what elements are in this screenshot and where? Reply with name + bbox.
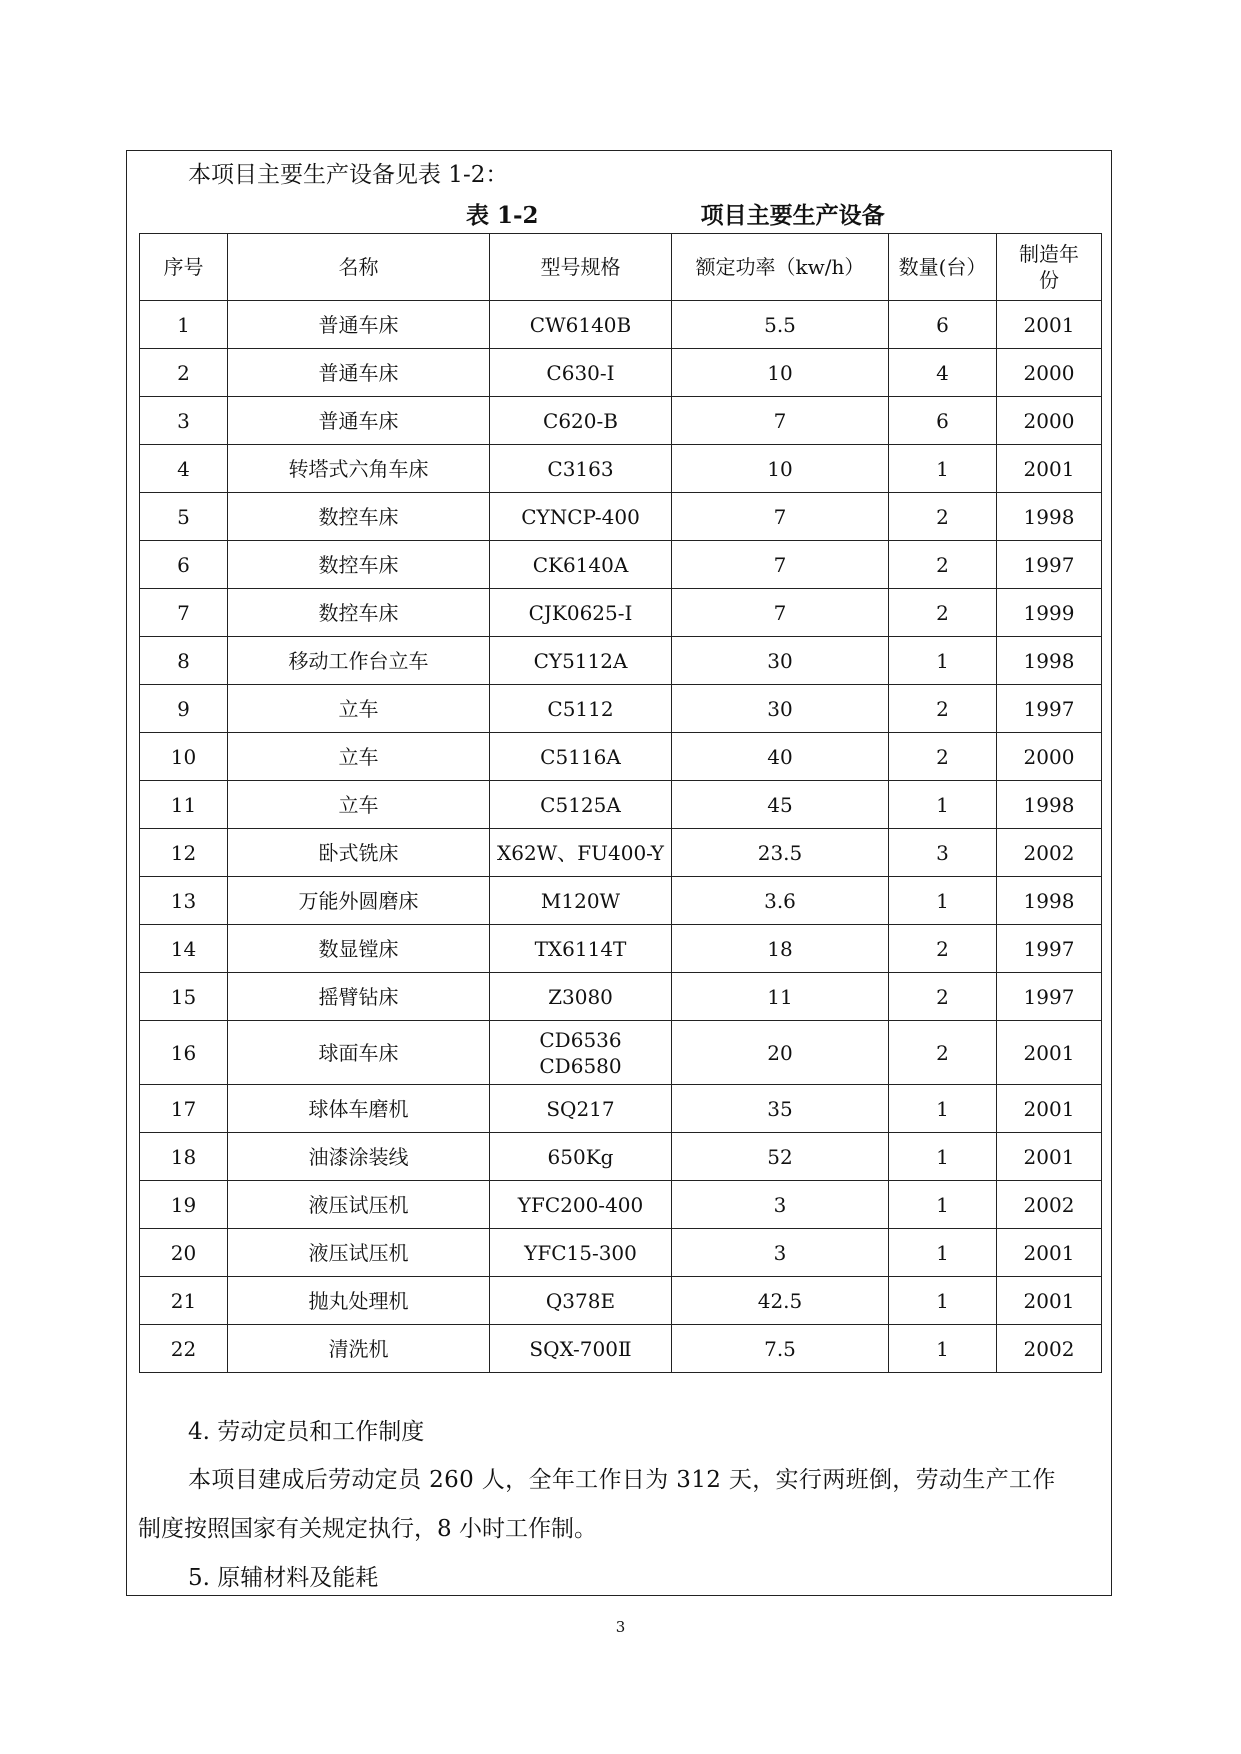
cell-qty: 3 xyxy=(889,829,997,877)
cell-qty: 2 xyxy=(889,541,997,589)
table-row xyxy=(140,637,1102,685)
cell-year: 2000 xyxy=(997,397,1102,445)
cell-power: 30 xyxy=(672,685,889,733)
table-row xyxy=(140,781,1102,829)
cell-model: C620-B xyxy=(490,397,672,445)
cell-year: 2001 xyxy=(997,1229,1102,1277)
cell-seq: 20 xyxy=(140,1229,228,1277)
cell-seq: 9 xyxy=(140,685,228,733)
table-row xyxy=(140,1181,1102,1229)
table-row xyxy=(140,1085,1102,1133)
cell-name: 立车 xyxy=(228,781,490,829)
cell-year: 1998 xyxy=(997,637,1102,685)
cell-seq: 19 xyxy=(140,1181,228,1229)
header-power: 额定功率（kw/h） xyxy=(672,234,889,301)
table-row xyxy=(140,829,1102,877)
cell-name: 液压试压机 xyxy=(228,1229,490,1277)
cell-seq: 7 xyxy=(140,589,228,637)
table-row xyxy=(140,541,1102,589)
table-row xyxy=(140,397,1102,445)
header-seq: 序号 xyxy=(140,234,228,301)
cell-qty: 4 xyxy=(889,349,997,397)
cell-seq: 18 xyxy=(140,1133,228,1181)
header-year-line1: 制造年 xyxy=(1019,242,1079,266)
cell-qty: 2 xyxy=(889,733,997,781)
cell-qty: 1 xyxy=(889,781,997,829)
cell-seq: 12 xyxy=(140,829,228,877)
cell-qty: 2 xyxy=(889,925,997,973)
cell-year: 2001 xyxy=(997,301,1102,349)
cell-name: 数显镗床 xyxy=(228,925,490,973)
cell-power: 20 xyxy=(672,1021,889,1085)
table-header-row xyxy=(140,234,1102,301)
cell-seq: 15 xyxy=(140,973,228,1021)
cell-model: SQ217 xyxy=(490,1085,672,1133)
cell-year: 2001 xyxy=(997,445,1102,493)
section-4-heading: 4. 劳动定员和工作制度 xyxy=(188,1419,425,1445)
cell-name: 摇臂钻床 xyxy=(228,973,490,1021)
cell-model: M120W xyxy=(490,877,672,925)
cell-name: 数控车床 xyxy=(228,541,490,589)
cell-name: 普通车床 xyxy=(228,349,490,397)
cell-model: C630-I xyxy=(490,349,672,397)
cell-model-line2: CD6580 xyxy=(539,1053,622,1078)
cell-power: 3 xyxy=(672,1229,889,1277)
cell-model: TX6114T xyxy=(490,925,672,973)
cell-year: 1999 xyxy=(997,589,1102,637)
cell-power: 42.5 xyxy=(672,1277,889,1325)
cell-power: 23.5 xyxy=(672,829,889,877)
table-row xyxy=(140,1277,1102,1325)
cell-model: CW6140B xyxy=(490,301,672,349)
cell-model: Z3080 xyxy=(490,973,672,1021)
cell-year: 1997 xyxy=(997,541,1102,589)
cell-power: 10 xyxy=(672,445,889,493)
cell-model: C5116A xyxy=(490,733,672,781)
cell-year: 2001 xyxy=(997,1085,1102,1133)
cell-name: 转塔式六角车床 xyxy=(228,445,490,493)
cell-qty: 1 xyxy=(889,1085,997,1133)
table-row xyxy=(140,973,1102,1021)
cell-power: 3 xyxy=(672,1181,889,1229)
cell-seq: 1 xyxy=(140,301,228,349)
cell-year: 1997 xyxy=(997,925,1102,973)
cell-qty: 1 xyxy=(889,1325,997,1373)
cell-power: 45 xyxy=(672,781,889,829)
cell-year: 2002 xyxy=(997,1181,1102,1229)
cell-year: 1997 xyxy=(997,685,1102,733)
cell-power: 7 xyxy=(672,493,889,541)
cell-qty: 1 xyxy=(889,1277,997,1325)
cell-qty: 6 xyxy=(889,397,997,445)
cell-qty: 1 xyxy=(889,1181,997,1229)
cell-seq: 6 xyxy=(140,541,228,589)
cell-name: 数控车床 xyxy=(228,493,490,541)
cell-model xyxy=(490,1021,672,1085)
cell-model: YFC200-400 xyxy=(490,1181,672,1229)
table-row xyxy=(140,1021,1102,1085)
cell-name: 移动工作台立车 xyxy=(228,637,490,685)
cell-power: 7 xyxy=(672,541,889,589)
cell-power: 52 xyxy=(672,1133,889,1181)
table-row xyxy=(140,1133,1102,1181)
cell-name: 液压试压机 xyxy=(228,1181,490,1229)
cell-qty: 6 xyxy=(889,301,997,349)
cell-seq: 21 xyxy=(140,1277,228,1325)
table-row xyxy=(140,445,1102,493)
cell-seq: 5 xyxy=(140,493,228,541)
cell-power: 11 xyxy=(672,973,889,1021)
cell-seq: 17 xyxy=(140,1085,228,1133)
cell-qty: 1 xyxy=(889,445,997,493)
cell-seq: 13 xyxy=(140,877,228,925)
cell-model: CY5112A xyxy=(490,637,672,685)
table-title: 项目主要生产设备 xyxy=(700,202,885,229)
section-5-heading: 5. 原辅材料及能耗 xyxy=(188,1565,379,1591)
cell-name: 球面车床 xyxy=(228,1021,490,1085)
cell-name: 立车 xyxy=(228,685,490,733)
cell-qty: 1 xyxy=(889,1133,997,1181)
cell-power: 10 xyxy=(672,349,889,397)
cell-model: CJK0625-I xyxy=(490,589,672,637)
cell-seq: 10 xyxy=(140,733,228,781)
cell-power: 5.5 xyxy=(672,301,889,349)
cell-seq: 22 xyxy=(140,1325,228,1373)
cell-qty: 2 xyxy=(889,1021,997,1085)
header-year-line2: 份 xyxy=(1039,268,1059,292)
cell-qty: 2 xyxy=(889,973,997,1021)
cell-model: C5112 xyxy=(490,685,672,733)
cell-year: 2001 xyxy=(997,1021,1102,1085)
cell-model: SQX-700Ⅱ xyxy=(490,1325,672,1373)
cell-seq: 8 xyxy=(140,637,228,685)
table-row xyxy=(140,301,1102,349)
cell-year: 2001 xyxy=(997,1133,1102,1181)
header-year xyxy=(997,234,1102,301)
cell-year: 2000 xyxy=(997,349,1102,397)
cell-qty: 1 xyxy=(889,1229,997,1277)
table-row xyxy=(140,925,1102,973)
cell-model: 650Kg xyxy=(490,1133,672,1181)
page-number: 3 xyxy=(615,1618,626,1636)
table-row xyxy=(140,349,1102,397)
cell-model-line1: CD6536 xyxy=(539,1027,622,1052)
cell-seq: 16 xyxy=(140,1021,228,1085)
cell-seq: 2 xyxy=(140,349,228,397)
cell-power: 30 xyxy=(672,637,889,685)
cell-name: 万能外圆磨床 xyxy=(228,877,490,925)
cell-year: 2000 xyxy=(997,733,1102,781)
cell-name: 普通车床 xyxy=(228,301,490,349)
cell-model: CYNCP-400 xyxy=(490,493,672,541)
cell-model: CK6140A xyxy=(490,541,672,589)
cell-power: 7 xyxy=(672,589,889,637)
cell-qty: 1 xyxy=(889,877,997,925)
cell-seq: 14 xyxy=(140,925,228,973)
cell-power: 35 xyxy=(672,1085,889,1133)
cell-model: C5125A xyxy=(490,781,672,829)
cell-power: 40 xyxy=(672,733,889,781)
cell-model: Q378E xyxy=(490,1277,672,1325)
table-row xyxy=(140,1325,1102,1373)
cell-model: C3163 xyxy=(490,445,672,493)
cell-year: 1998 xyxy=(997,493,1102,541)
cell-year: 2002 xyxy=(997,1325,1102,1373)
cell-qty: 2 xyxy=(889,493,997,541)
section-4-paragraph-line2: 制度按照国家有关规定执行，8 小时工作制。 xyxy=(138,1516,597,1542)
cell-name: 清洗机 xyxy=(228,1325,490,1373)
table-row xyxy=(140,1229,1102,1277)
cell-name: 普通车床 xyxy=(228,397,490,445)
cell-model: YFC15-300 xyxy=(490,1229,672,1277)
table-row xyxy=(140,589,1102,637)
header-model: 型号规格 xyxy=(490,234,672,301)
cell-seq: 4 xyxy=(140,445,228,493)
cell-qty: 2 xyxy=(889,589,997,637)
cell-power: 3.6 xyxy=(672,877,889,925)
cell-year: 1997 xyxy=(997,973,1102,1021)
cell-year: 2001 xyxy=(997,1277,1102,1325)
cell-name: 卧式铣床 xyxy=(228,829,490,877)
table-row xyxy=(140,733,1102,781)
table-row xyxy=(140,493,1102,541)
cell-year: 1998 xyxy=(997,877,1102,925)
cell-name: 立车 xyxy=(228,733,490,781)
table-row xyxy=(140,877,1102,925)
cell-power: 7 xyxy=(672,397,889,445)
table-caption xyxy=(466,201,885,231)
cell-qty: 2 xyxy=(889,685,997,733)
cell-qty: 1 xyxy=(889,637,997,685)
cell-year: 1998 xyxy=(997,781,1102,829)
equipment-table xyxy=(139,233,1102,1373)
cell-seq: 11 xyxy=(140,781,228,829)
cell-name: 数控车床 xyxy=(228,589,490,637)
table-row xyxy=(140,685,1102,733)
section-4-paragraph-line1: 本项目建成后劳动定员 260 人，全年工作日为 312 天，实行两班倒，劳动生产工作 xyxy=(188,1467,1056,1493)
cell-power: 7.5 xyxy=(672,1325,889,1373)
table-number: 表 1-2 xyxy=(466,202,539,229)
cell-model: X62W、FU400-Y xyxy=(490,829,672,877)
intro-text: 本项目主要生产设备见表 1-2： xyxy=(188,162,509,188)
cell-name: 油漆涂装线 xyxy=(228,1133,490,1181)
cell-year: 2002 xyxy=(997,829,1102,877)
cell-name: 抛丸处理机 xyxy=(228,1277,490,1325)
header-name: 名称 xyxy=(228,234,490,301)
header-qty: 数量(台） xyxy=(889,234,997,301)
cell-seq: 3 xyxy=(140,397,228,445)
cell-name: 球体车磨机 xyxy=(228,1085,490,1133)
cell-power: 18 xyxy=(672,925,889,973)
